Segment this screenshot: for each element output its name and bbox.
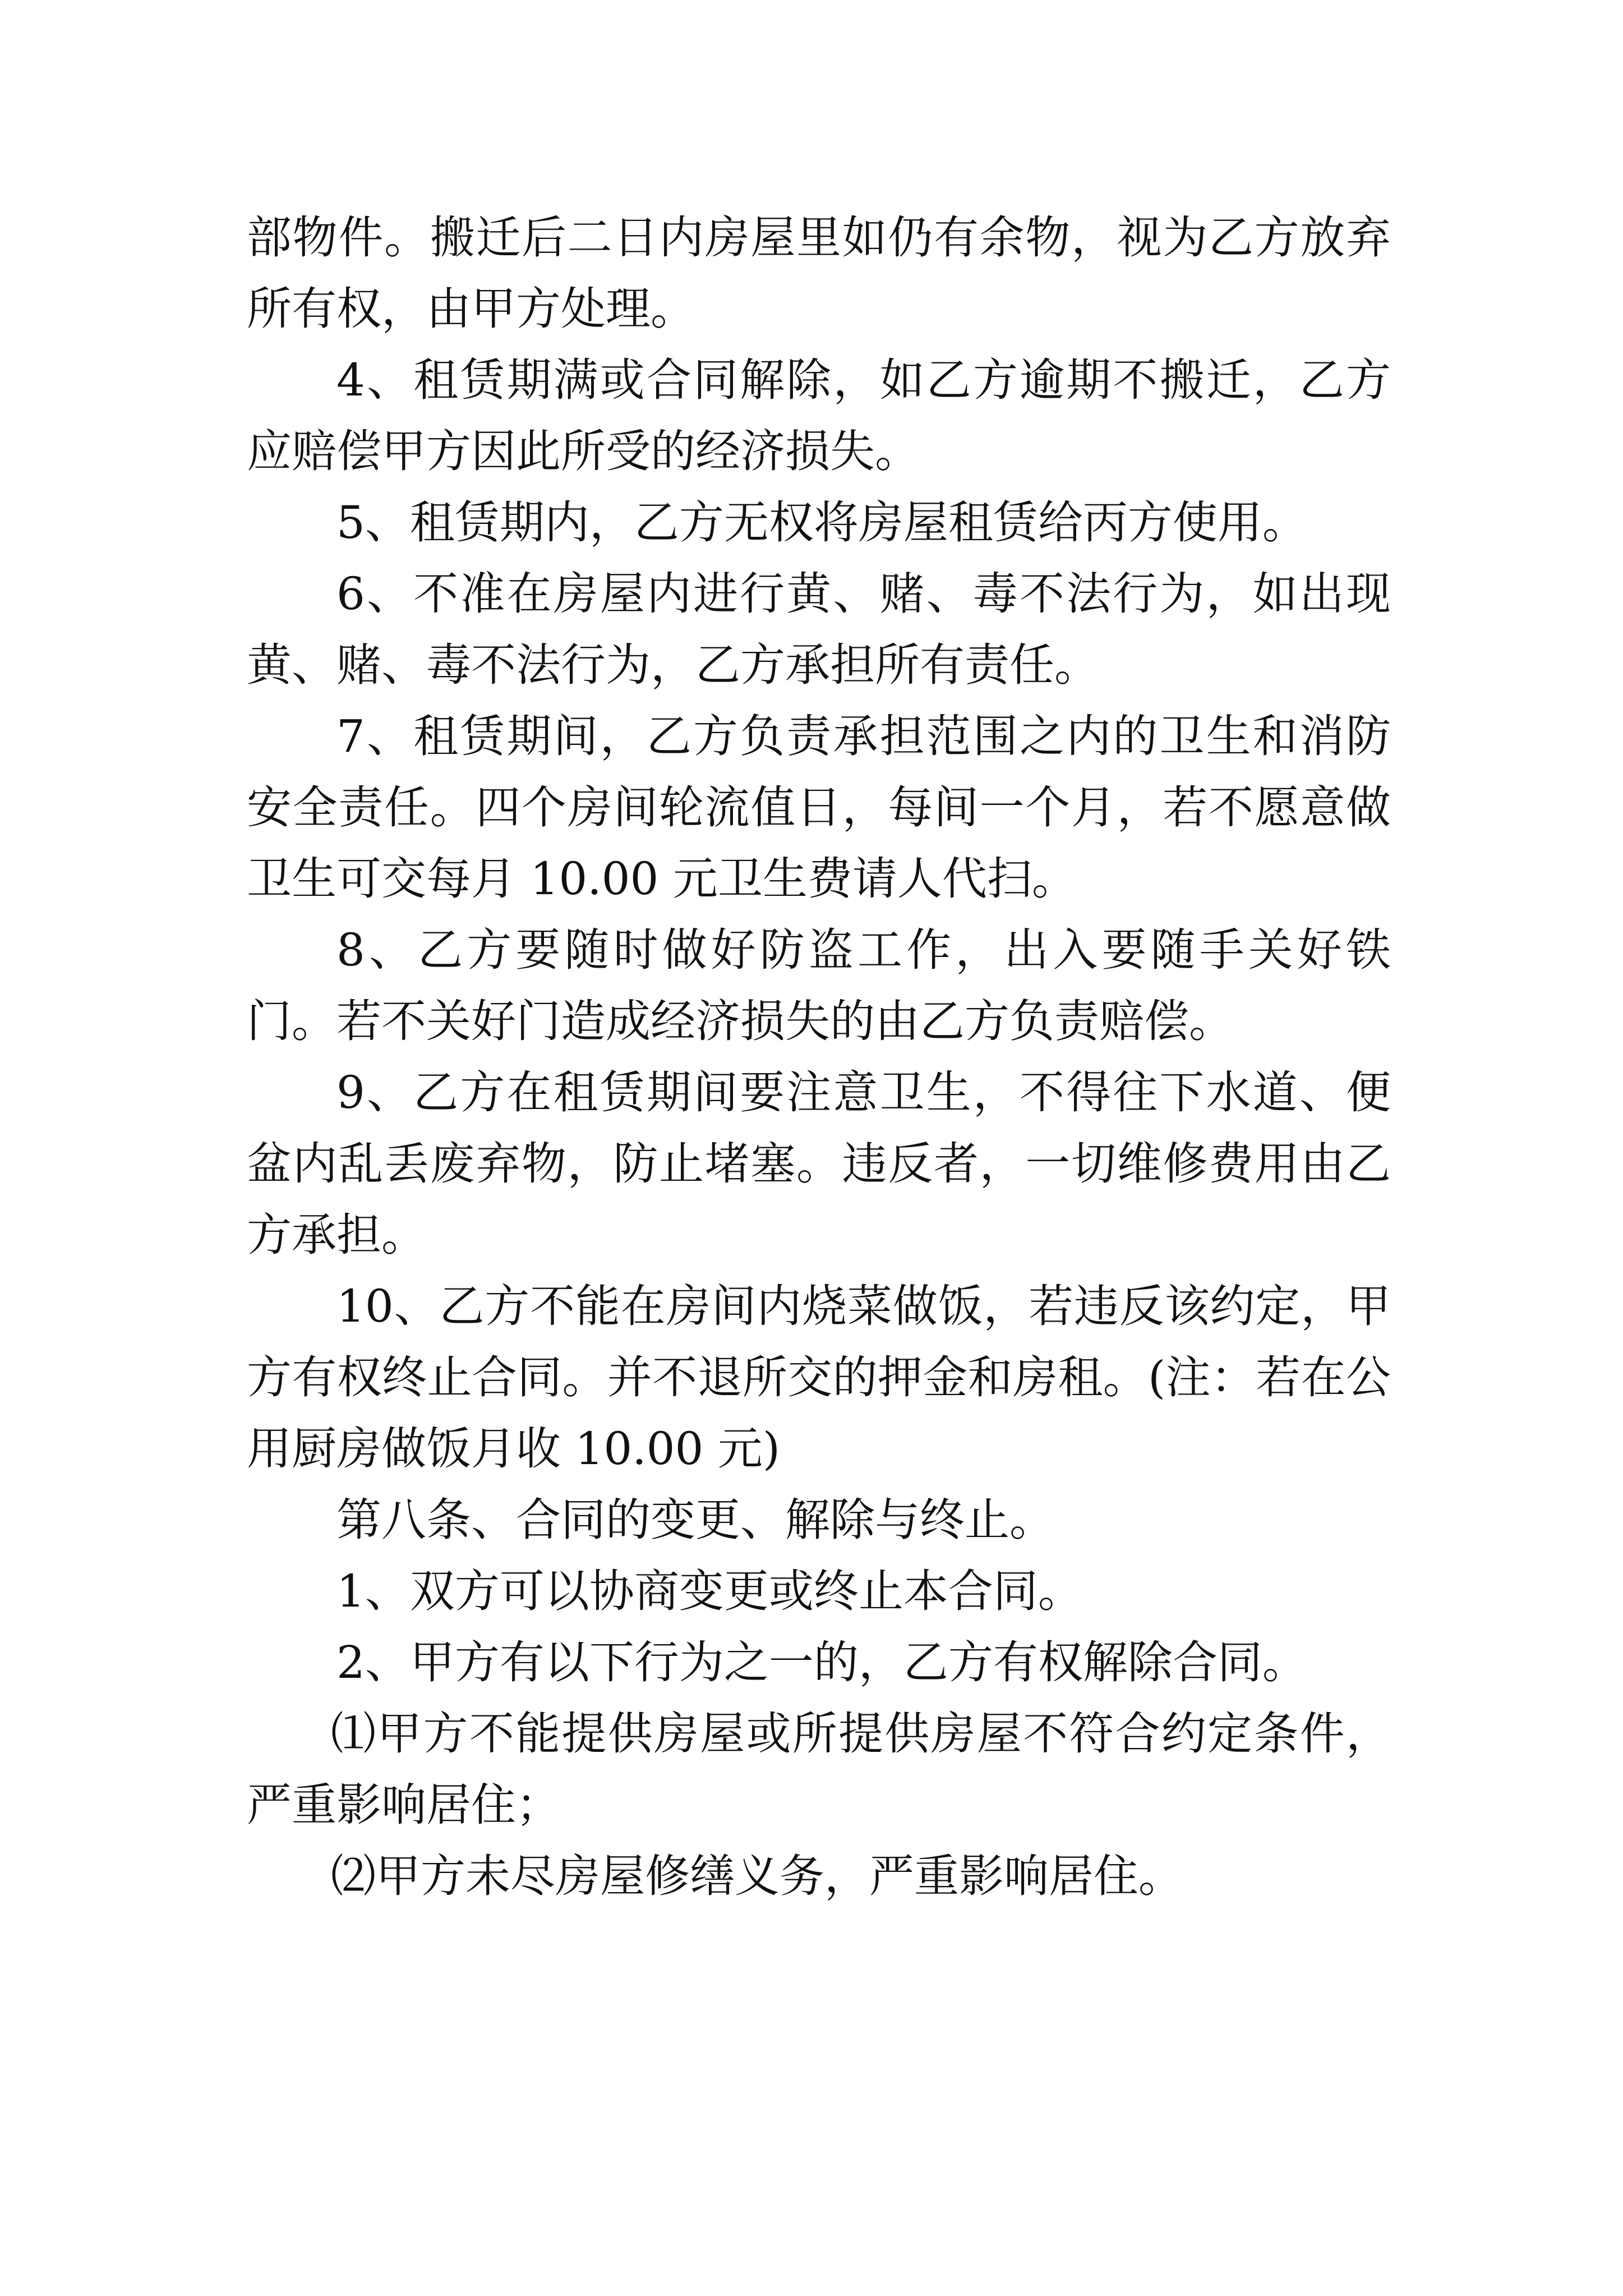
paragraph-item-7: 7、租赁期间，乙方负责承担范围之内的卫生和消防安全责任。四个房间轮流值日，每间一个月，若不愿意做卫生可交每月 10.00 元卫生费请人代扫。 xyxy=(247,710,1391,905)
document-body xyxy=(247,202,1391,1912)
paragraph-item-6: 6、不准在房屋内进行黄、赌、毒不法行为，如出现黄、赌、毒不法行为，乙方承担所有责任。 xyxy=(247,568,1391,691)
paragraph-subitem-1: ⑴甲方不能提供房屋或所提供房屋不符合约定条件，严重影响居住； xyxy=(247,1708,1391,1831)
paragraph-item-4: 4、租赁期满或合同解除，如乙方逾期不搬迁，乙方应赔偿甲方因此所受的经济损失。 xyxy=(247,354,1391,477)
paragraph-subitem-2: ⑵甲方未尽房屋修缮义务，严重影响居住。 xyxy=(331,1850,1183,1902)
paragraph-item-5: 5、租赁期内，乙方无权将房屋租赁给丙方使用。 xyxy=(336,496,1307,549)
paragraph-item-8: 8、乙方要随时做好防盗工作，出入要随手关好铁门。若不关好门造成经济损失的由乙方负责赔偿。 xyxy=(247,924,1391,1047)
section-heading-article-8: 第八条、合同的变更、解除与终止。 xyxy=(336,1494,1054,1546)
paragraph-article-8-item-1: 1、双方可以协商变更或终止本合同。 xyxy=(336,1565,1083,1617)
paragraph-continuation: 部物件。搬迁后二日内房屋里如仍有余物，视为乙方放弃所有权，由甲方处理。 xyxy=(247,211,1391,335)
paragraph-item-9: 9、乙方在租赁期间要注意卫生，不得往下水道、便盆内乱丢废弃物，防止堵塞。违反者，一切维修费用由乙方承担。 xyxy=(247,1066,1391,1261)
paragraph-item-10: 10、乙方不能在房间内烧菜做饭，若违反该约定，甲方有权终止合同。并不退所交的押金和房租。(注：若在公用厨房做饭月收 10.00 元) xyxy=(247,1280,1391,1475)
paragraph-article-8-item-2: 2、甲方有以下行为之一的，乙方有权解除合同。 xyxy=(336,1636,1307,1688)
